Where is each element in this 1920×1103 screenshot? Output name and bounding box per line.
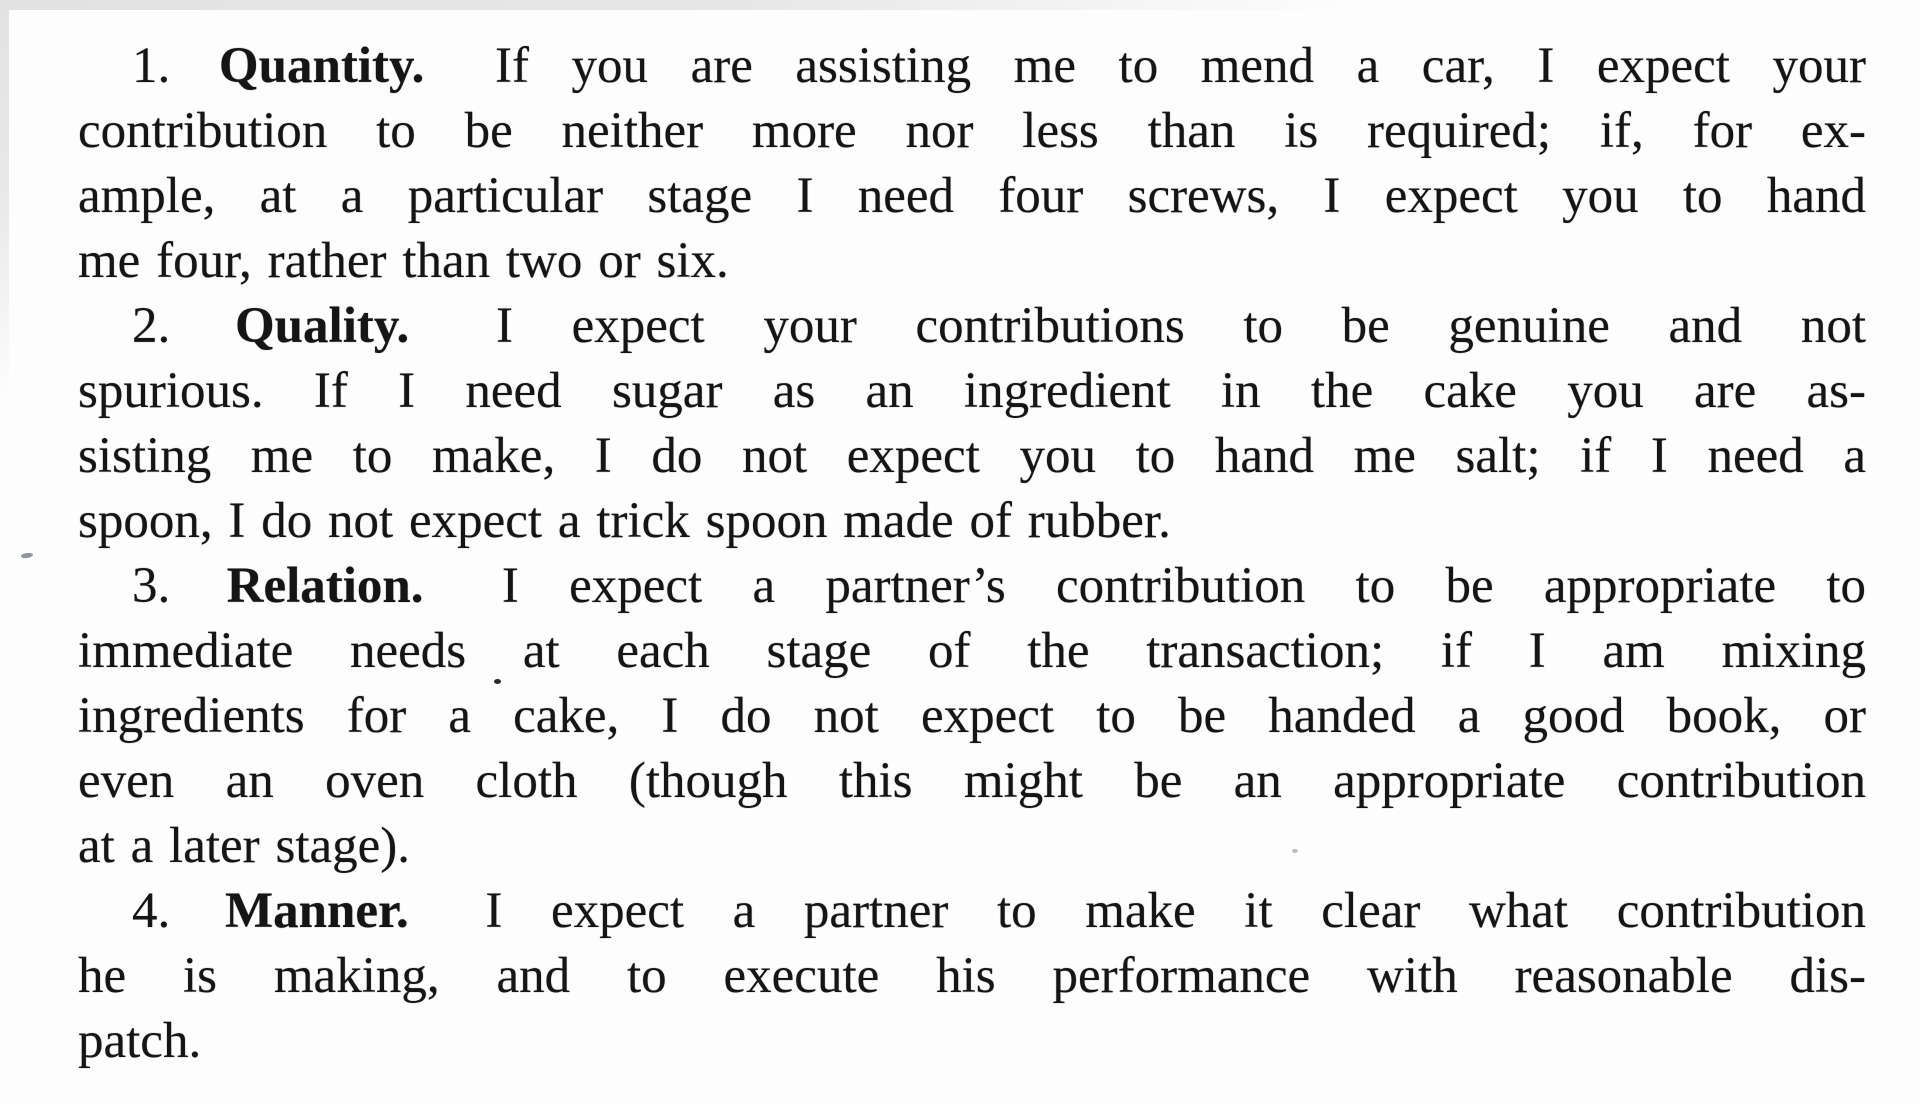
item-number: 2. — [132, 298, 171, 354]
line-text: I expect a partner to make it clear what contribution — [485, 883, 1867, 939]
text-line — [78, 879, 1866, 944]
text-line: contribution to be neither more nor less than is required; if, for ex- — [78, 103, 1866, 159]
line-text: If you are assisting me to mend a car, I expect your — [495, 38, 1866, 94]
paragraph-manner — [78, 879, 1866, 1074]
text-line: ingredients for a cake, I do not expect to be handed a good book, or — [78, 688, 1866, 744]
text-line: patch. — [78, 1013, 202, 1069]
scan-edge-left — [0, 0, 9, 400]
item-number: 4. — [132, 883, 171, 939]
scan-speck — [21, 552, 34, 559]
text-line: spurious. If I need sugar as an ingredient in the cake you are as- — [78, 363, 1866, 419]
line-text: I expect a partner’s contribution to be appropriate to — [501, 558, 1867, 614]
text-line: ample, at a particular stage I need four screws, I expect you to hand — [78, 168, 1866, 224]
paragraph-quantity — [78, 34, 1866, 294]
paragraph-relation — [78, 554, 1866, 879]
item-number: 3. — [132, 558, 171, 614]
text-line — [78, 34, 1866, 99]
maxim-term: Manner. — [224, 883, 409, 939]
line-text: I expect your contributions to be genuine and not — [496, 298, 1866, 354]
text-line — [78, 554, 1866, 619]
text-line: me four, rather than two or six. — [78, 233, 729, 289]
maxim-term: Relation. — [226, 558, 424, 614]
scan-edge-top — [0, 0, 1350, 10]
text-line: sisting me to make, I do not expect you to hand me salt; if I need a — [78, 428, 1866, 484]
body-text — [78, 34, 1866, 1074]
maxim-term: Quantity. — [218, 38, 425, 94]
paragraph-quality — [78, 294, 1866, 554]
text-line: immediate needs at each stage of the transaction; if I am mixing — [78, 623, 1866, 679]
text-line: even an oven cloth (though this might be an appropriate contribution — [78, 753, 1866, 809]
text-line: he is making, and to execute his performance with reasonable dis- — [78, 948, 1866, 1004]
item-number: 1. — [132, 38, 171, 94]
text-line: spoon, I do not expect a trick spoon made of rubber. — [78, 493, 1171, 549]
maxim-term: Quality. — [235, 298, 410, 354]
text-line: at a later stage). — [78, 818, 410, 874]
text-line — [78, 294, 1866, 359]
